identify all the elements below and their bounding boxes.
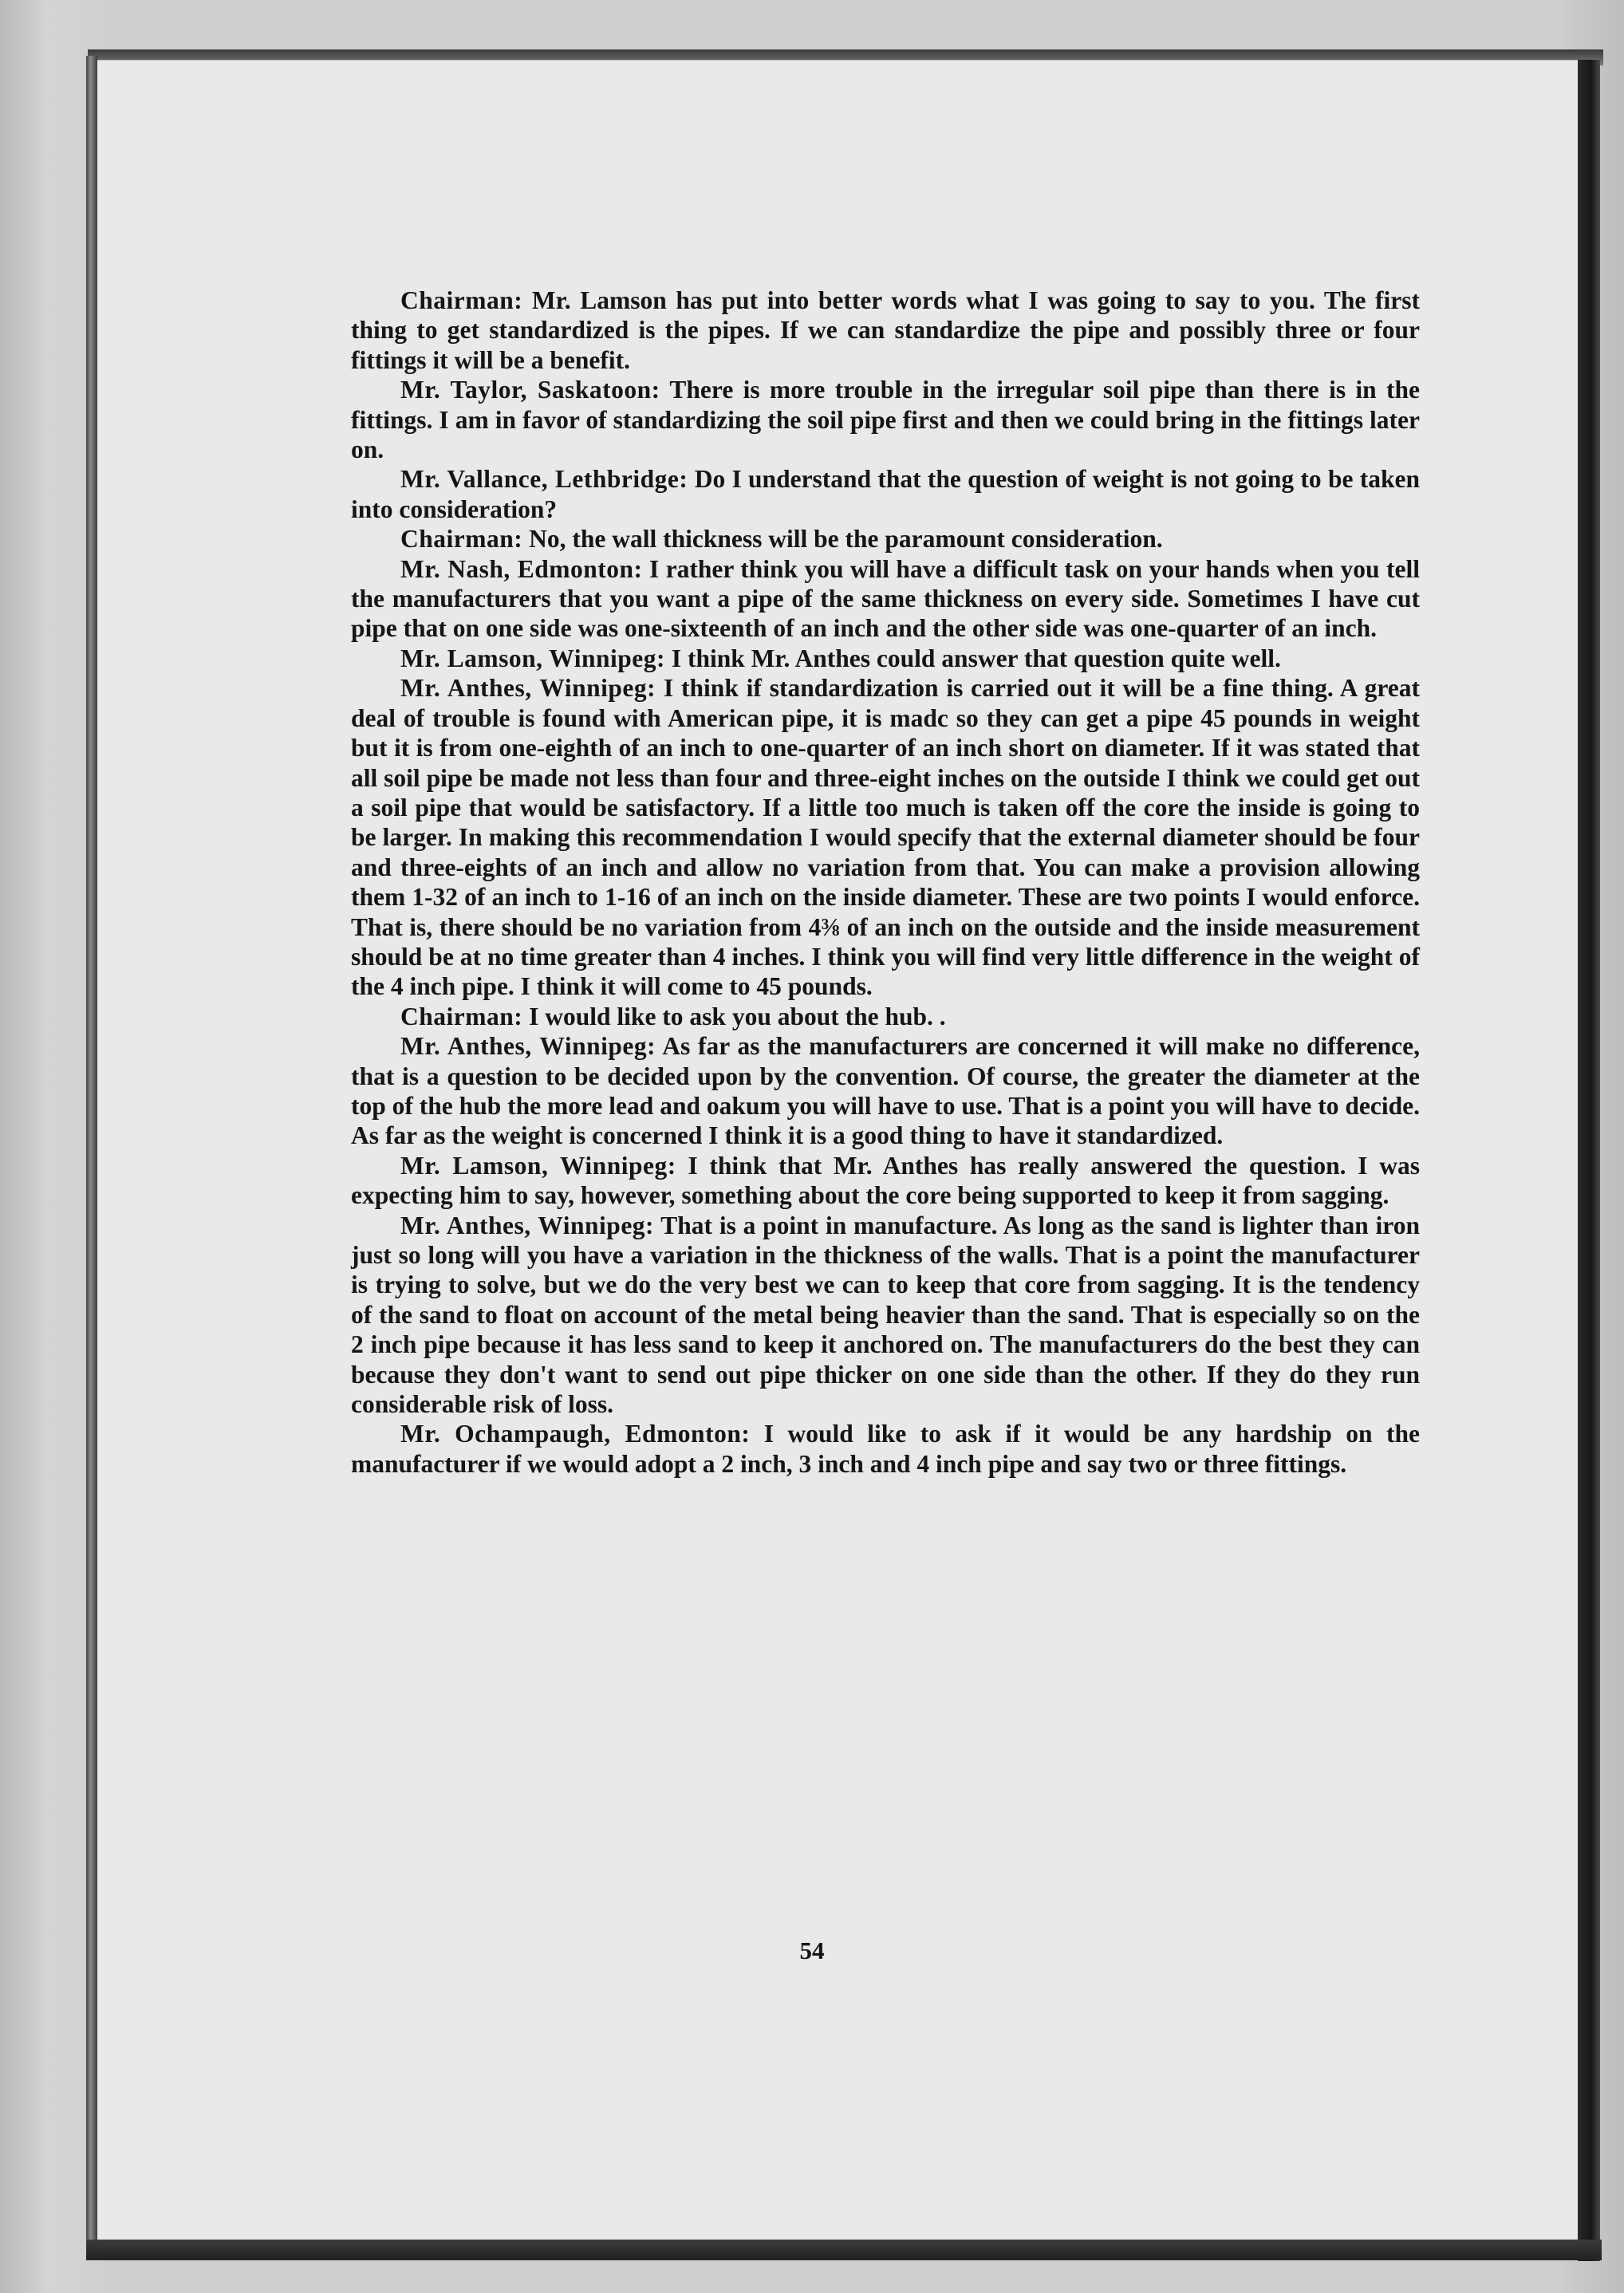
speech-text: I think Mr. Anthes could answer that question quite well. [671,644,1281,672]
transcript-body [351,286,1420,1479]
speech-text: I think if standardization is carried out it will be a fine thing. A great deal of trouble is found with American pipe, it is madc so they can get a pipe 45 pounds in weight but it is from one-eighth of an inch to one-quarter of an inch short on diameter. If it was stated that all soil pipe be made not less than four and three-eight inches on the outside I think we could get out a soil pipe that would be satisfactory. If a little too much is taken off the core the inside is going to be larger. In making this recommendation I would specify that the external diameter should be four and three-eights of an inch and allow no variation from that. You can make a provision allowing them 1-32 of an inch to 1-16 of an inch on the inside diameter. These are two points I would enforce. That is, there should be no variation from 4⅜ of an inch on the outside and the inside measurement should be at no time greater than 4 inches. I think you will find very little difference in the weight of the 4 inch pipe. I think it will come to 45 pounds. [351,674,1421,1001]
page-bottom-edge [86,2240,1602,2260]
speech-text: As far as the manufacturers are concerned it will make no difference, that is a question to be decided upon by the convention. Of course, the greater the diameter at the top of the hub the more lead and oakum you will have to use. That is a point you will have to decide. As far as the weight is concerned I think it is a good thing to have it standardized. [351,1032,1421,1150]
page-left-edge [86,56,97,2257]
paragraph-anthes-3 [351,1211,1420,1420]
speech-text: I think that Mr. Anthes has really answered the question. I was expecting him to say, however, something about the core being supported to keep it from sagging. [351,1151,1420,1210]
page-number: 54 [799,1936,825,1964]
speech-text: No, the wall thickness will be the paramount consideration. [529,525,1163,554]
speech-text: I would like to ask if it would be any hardship on the manufacturer if we would adopt a 2 inch, 3 inch and 4 inch pipe and say two or three fittings. [351,1420,1421,1478]
speech-text: There is more trouble in the irregular soil pipe than there is in the fittings. I am in favor of standardizing the soil pipe first and then we could bring in the fittings later on. [351,376,1420,464]
paragraph-chairman-3 [351,1002,1420,1031]
paragraph-anthes-1 [351,673,1420,1001]
speech-text: Mr. Lamson has put into better words what I was going to say to you. The first thing to get standardized is the pipes. If we can standardize the pipe and possibly three or four fittings it will be a benefit. [351,286,1420,374]
speaker-label: Mr. Lamson, Winnipeg: [400,1151,676,1180]
speaker-label: Chairman: [400,286,523,314]
paragraph-anthes-2 [351,1031,1420,1151]
speaker-label: Mr. Ochampaugh, Edmonton: [400,1420,751,1448]
speech-text: I rather think you will have a difficult task on your hands when you tell the manufacturers that you want a pipe of the same thickness on every side. Sometimes I have cut pipe that on one side was one-sixteenth of an inch and the other side was one-quarter of an inch. [351,554,1420,643]
speaker-label: Chairman: [400,1002,523,1030]
speaker-label: Mr. Taylor, Saskatoon: [400,376,660,404]
paragraph-lamson-2 [351,1151,1420,1211]
page-right-edge [1578,60,1600,2261]
speaker-label: Mr. Nash, Edmonton: [400,554,643,583]
paragraph-chairman-2 [351,524,1420,554]
paragraph-chairman-1 [351,286,1420,375]
speaker-label: Mr. Anthes, Winnipeg: [400,1032,656,1061]
speech-text: Do I understand that the question of weight is not going to be taken into consideration? [351,465,1421,523]
paragraph-lamson-1 [351,644,1420,673]
speech-text: That is a point in manufacture. As long as the sand is lighter than iron just so long will you have a variation in the thickness of the walls. That is a point the manufacturer is trying to solve, but we do the very best we can to keep that core from sagging. It is the tendency of the sand to float on account of the metal being heavier than the sand. That is especially so on the 2 inch pipe because it has less sand to keep it anchored on. The manufacturers do the best they can because they don't want to send out pipe thicker on one side than the other. If they do they run considerable risk of loss. [351,1211,1420,1419]
paragraph-nash [351,554,1420,644]
paragraph-vallance [351,464,1420,524]
paragraph-taylor [351,375,1420,464]
speaker-label: Mr. Lamson, Winnipeg: [400,644,665,672]
speaker-label: Mr. Vallance, Lethbridge: [400,465,688,494]
paragraph-ochampaugh [351,1419,1420,1479]
speaker-label: Mr. Anthes, Winnipeg: [400,674,656,703]
speaker-label: Chairman: [400,525,523,554]
speaker-label: Mr. Anthes, Winnipeg: [400,1211,655,1239]
speech-text: I would like to ask you about the hub. . [529,1002,946,1030]
